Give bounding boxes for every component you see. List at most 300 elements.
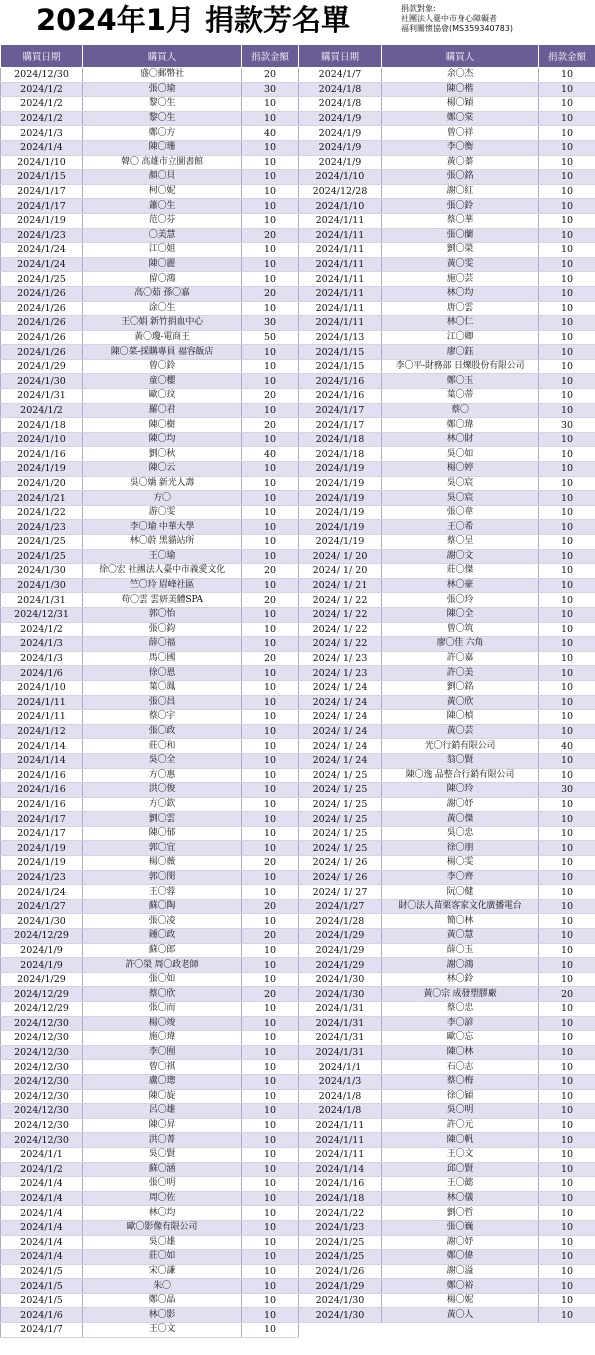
donor-name-cell: 蘇〇涵: [83, 1162, 242, 1177]
donor-name-cell: 林〇鈴: [382, 972, 539, 987]
date-cell: 2024/1/10: [1, 680, 83, 695]
donor-name-cell: 李〇衡: [382, 140, 539, 155]
date-cell: 2024/ 1/ 22: [299, 593, 382, 608]
amount-cell: 10: [539, 1293, 595, 1308]
donor-name-cell: 張〇瑜: [83, 82, 242, 97]
donor-name-cell: 莊〇傑: [382, 564, 539, 579]
amount-cell: 10: [242, 1031, 299, 1046]
donor-name-cell: 周〇佐: [83, 1191, 242, 1206]
amount-cell: 10: [242, 695, 299, 710]
date-cell: 2024/1/20: [1, 476, 83, 491]
amount-cell: 10: [242, 1293, 299, 1308]
date-cell: 2024/1/5: [1, 1293, 83, 1308]
date-cell: 2024/1/16: [299, 389, 382, 404]
table-row: [299, 564, 595, 579]
donor-name-cell: 王〇文: [382, 1147, 539, 1162]
amount-cell: 10: [539, 155, 595, 170]
date-cell: 2024/1/3: [1, 637, 83, 652]
date-cell: 2024/ 1/ 22: [299, 637, 382, 652]
donor-name-cell: 江〇姐: [83, 243, 242, 258]
amount-cell: 10: [539, 1016, 595, 1031]
donor-name-cell: 蔡〇欣: [83, 987, 242, 1002]
date-cell: 2024/1/9: [299, 111, 382, 126]
amount-cell: 10: [539, 286, 595, 301]
amount-cell: 10: [242, 549, 299, 564]
amount-cell: 10: [539, 1002, 595, 1017]
header-date: 購買日期: [299, 45, 382, 68]
date-cell: 2024/1/10: [1, 155, 83, 170]
donor-name-cell: 吳〇忠: [382, 826, 539, 841]
amount-cell: 10: [242, 403, 299, 418]
donor-name-cell: 方〇惠: [83, 768, 242, 783]
amount-cell: 10: [242, 111, 299, 126]
date-cell: 2024/1/30: [299, 1293, 382, 1308]
table-row: [299, 1147, 595, 1162]
table-row: [1, 1133, 299, 1148]
date-cell: 2024/1/19: [299, 535, 382, 550]
amount-cell: 40: [242, 126, 299, 141]
amount-cell: 10: [539, 126, 595, 141]
amount-cell: 10: [242, 724, 299, 739]
date-cell: 2024/ 1/ 24: [299, 710, 382, 725]
table-row: [1, 330, 299, 345]
date-cell: 2024/1/18: [299, 447, 382, 462]
amount-cell: 10: [539, 885, 595, 900]
date-cell: 2024/1/25: [1, 549, 83, 564]
date-cell: 2024/1/5: [1, 1264, 83, 1279]
donor-name-cell: 吳〇明: [382, 1104, 539, 1119]
amount-cell: 10: [242, 1104, 299, 1119]
date-cell: 2024/1/19: [299, 520, 382, 535]
amount-cell: 10: [539, 1250, 595, 1265]
date-cell: 2024/1/31: [1, 593, 83, 608]
table-row: [1, 972, 299, 987]
donor-name-cell: 林〇財: [382, 432, 539, 447]
table-row: [1, 301, 299, 316]
table-body-right: [299, 68, 595, 1323]
table-row: [299, 637, 595, 652]
date-cell: 2024/1/10: [299, 170, 382, 185]
donor-table-left: [0, 44, 299, 1338]
date-cell: 2024/1/13: [299, 330, 382, 345]
date-cell: 2024/ 1/ 25: [299, 841, 382, 856]
amount-cell: 10: [242, 885, 299, 900]
date-cell: 2024/1/9: [1, 958, 83, 973]
donor-name-cell: 黃〇雯: [382, 257, 539, 272]
amount-cell: 10: [539, 972, 595, 987]
header-name: 購買人: [382, 45, 539, 68]
table-row: [299, 447, 595, 462]
date-cell: 2024/1/26: [1, 345, 83, 360]
amount-cell: 10: [242, 1074, 299, 1089]
table-row: [1, 257, 299, 272]
donor-name-cell: 蘇〇陶: [83, 899, 242, 914]
date-cell: 2024/1/16: [1, 797, 83, 812]
amount-cell: 10: [242, 578, 299, 593]
table-row: [299, 622, 595, 637]
amount-cell: 10: [539, 184, 595, 199]
table-row: [1, 228, 299, 243]
donor-name-cell: 徐〇穎: [382, 1089, 539, 1104]
amount-cell: 10: [242, 535, 299, 550]
donor-name-cell: 留〇鴻: [83, 272, 242, 287]
date-cell: 2024/ 1/ 24: [299, 724, 382, 739]
amount-cell: 10: [539, 549, 595, 564]
donor-name-cell: 王〇娟 新竹捐血中心: [83, 316, 242, 331]
table-row: [1, 447, 299, 462]
donor-name-cell: 吳〇全: [83, 753, 242, 768]
date-cell: 2024/1/9: [299, 155, 382, 170]
donor-name-cell: 柯〇妮: [83, 184, 242, 199]
amount-cell: 10: [242, 914, 299, 929]
table-row: [1, 564, 299, 579]
table-row: [1, 1206, 299, 1221]
table-row: [299, 885, 595, 900]
date-cell: 2024/ 1/ 25: [299, 783, 382, 798]
date-cell: 2024/1/19: [1, 856, 83, 871]
donor-name-cell: 光〇行銷有限公司: [382, 739, 539, 754]
donor-name-cell: 盧〇璁: [83, 1074, 242, 1089]
table-row: [299, 462, 595, 477]
table-row: [1, 1045, 299, 1060]
donor-name-cell: 曾〇鈴: [83, 359, 242, 374]
amount-cell: 10: [539, 710, 595, 725]
donor-name-cell: 徐〇朋: [382, 841, 539, 856]
date-cell: 2024/12/30: [1, 68, 83, 83]
table-row: [299, 1293, 595, 1308]
amount-cell: 10: [242, 1016, 299, 1031]
amount-cell: 10: [539, 1133, 595, 1148]
amount-cell: 10: [539, 841, 595, 856]
amount-cell: 10: [242, 972, 299, 987]
table-row: [299, 330, 595, 345]
table-row: [299, 753, 595, 768]
date-cell: 2024/1/19: [299, 476, 382, 491]
table-row: [299, 1162, 595, 1177]
date-cell: 2024/ 1/ 24: [299, 695, 382, 710]
amount-cell: 10: [539, 929, 595, 944]
date-cell: 2024/1/25: [1, 535, 83, 550]
donor-table-right: [298, 44, 595, 1323]
date-cell: 2024/1/23: [299, 1220, 382, 1235]
amount-cell: 10: [539, 593, 595, 608]
table-row: [299, 680, 595, 695]
table-row: [1, 1016, 299, 1031]
table-row: [1, 374, 299, 389]
amount-cell: 10: [242, 462, 299, 477]
amount-cell: 10: [539, 637, 595, 652]
date-cell: 2024/1/19: [1, 213, 83, 228]
donor-name-cell: 張〇玲: [382, 593, 539, 608]
donor-name-cell: 陳〇楨: [382, 710, 539, 725]
table-row: [1, 1162, 299, 1177]
date-cell: 2024/1/29: [299, 943, 382, 958]
amount-cell: 10: [539, 1220, 595, 1235]
donor-name-cell: 張〇蘭: [382, 228, 539, 243]
date-cell: 2024/1/31: [299, 1031, 382, 1046]
date-cell: 2024/1/11: [1, 695, 83, 710]
donor-name-cell: 王〇希: [382, 520, 539, 535]
table-row: [299, 140, 595, 155]
donor-name-cell: 余〇杰: [382, 68, 539, 83]
date-cell: 2024/1/16: [1, 447, 83, 462]
table-row: [1, 170, 299, 185]
donor-name-cell: 楊〇薇: [83, 856, 242, 871]
header-amount: 捐款金額: [539, 45, 595, 68]
date-cell: 2024/12/28: [299, 184, 382, 199]
amount-cell: 10: [242, 1206, 299, 1221]
recipient-org-id: 福利關懷協會(MS359340783): [401, 24, 514, 33]
table-row: [1, 1118, 299, 1133]
donor-name-cell: 楊〇妮: [382, 1293, 539, 1308]
amount-cell: 10: [539, 856, 595, 871]
table-row: [1, 783, 299, 798]
table-row: [299, 1191, 595, 1206]
amount-cell: 10: [242, 680, 299, 695]
amount-cell: 10: [539, 505, 595, 520]
amount-cell: 10: [242, 1308, 299, 1323]
table-row: [299, 1220, 595, 1235]
amount-cell: 10: [539, 914, 595, 929]
table-row: [1, 1293, 299, 1308]
header-amount: 捐款金額: [242, 45, 299, 68]
table-row: [299, 739, 595, 754]
amount-cell: 40: [242, 447, 299, 462]
date-cell: 2024/12/30: [1, 1045, 83, 1060]
table-row: [299, 797, 595, 812]
donor-name-cell: 陳〇林: [382, 1045, 539, 1060]
table-row: [299, 812, 595, 827]
donor-name-cell: 竺〇玲 眉峰社區: [83, 578, 242, 593]
donor-name-cell: 黎〇生: [83, 97, 242, 112]
amount-cell: 10: [539, 1206, 595, 1221]
table-row: [1, 199, 299, 214]
donor-name-cell: 韓〇 高雄市立圖書館: [83, 155, 242, 170]
table-row: [299, 1045, 595, 1060]
date-cell: 2024/1/30: [299, 972, 382, 987]
donor-name-cell: 張〇鈴: [382, 199, 539, 214]
table-row: [299, 1060, 595, 1075]
amount-cell: 10: [539, 301, 595, 316]
donor-name-cell: 張〇巍: [382, 1220, 539, 1235]
table-row: [299, 1031, 595, 1046]
amount-cell: 10: [539, 272, 595, 287]
date-cell: 2024/1/2: [1, 403, 83, 418]
donor-name-cell: 吳〇宸: [382, 476, 539, 491]
amount-cell: 20: [242, 389, 299, 404]
amount-cell: 10: [539, 1308, 595, 1323]
date-cell: 2024/1/14: [299, 1162, 382, 1177]
amount-cell: 20: [242, 899, 299, 914]
table-row: [1, 140, 299, 155]
date-cell: 2024/1/23: [1, 228, 83, 243]
amount-cell: 10: [539, 111, 595, 126]
table-row: [1, 1060, 299, 1075]
donor-name-cell: 李〇囿: [83, 1045, 242, 1060]
date-cell: 2024/1/15: [299, 359, 382, 374]
table-row: [1, 958, 299, 973]
date-cell: 2024/1/29: [1, 359, 83, 374]
table-row: [299, 505, 595, 520]
donor-name-cell: 鄭〇方: [83, 126, 242, 141]
date-cell: 2024/1/18: [1, 418, 83, 433]
donor-name-cell: 宋〇謙: [83, 1264, 242, 1279]
donor-name-cell: 楊〇婷: [382, 462, 539, 477]
donor-name-cell: 李〇平-財務部 日爍股份有限公司: [382, 359, 539, 374]
donor-name-cell: 廖〇鈺: [382, 345, 539, 360]
date-cell: 2024/1/12: [1, 724, 83, 739]
date-cell: 2024/1/31: [299, 1016, 382, 1031]
amount-cell: 10: [242, 1220, 299, 1235]
date-cell: 2024/1/14: [1, 739, 83, 754]
amount-cell: 10: [242, 1133, 299, 1148]
donor-name-cell: 林〇均: [382, 286, 539, 301]
amount-cell: 10: [539, 359, 595, 374]
recipient-org: 社團法人臺中市身心障礙者: [401, 14, 497, 23]
amount-cell: 10: [539, 140, 595, 155]
date-cell: 2024/1/26: [299, 1264, 382, 1279]
donor-name-cell: 蔡〇忠: [382, 1002, 539, 1017]
donor-name-cell: 王〇蓉: [83, 885, 242, 900]
amount-cell: 10: [242, 1045, 299, 1060]
donor-name-cell: 許〇美: [382, 666, 539, 681]
donor-name-cell: 張〇銘: [382, 170, 539, 185]
table-row: [1, 666, 299, 681]
date-cell: 2024/1/11: [299, 243, 382, 258]
table-row: [1, 797, 299, 812]
table-row: [1, 622, 299, 637]
donor-name-cell: 陳〇均: [83, 432, 242, 447]
donor-name-cell: 吳〇如: [382, 447, 539, 462]
amount-cell: 10: [242, 272, 299, 287]
donor-name-cell: 羅〇君: [83, 403, 242, 418]
amount-cell: 10: [242, 841, 299, 856]
table-row: [299, 170, 595, 185]
date-cell: 2024/ 1/ 22: [299, 607, 382, 622]
header-date: 購買日期: [1, 45, 83, 68]
donor-name-cell: 張〇如: [83, 972, 242, 987]
donor-name-cell: 張〇韋: [382, 505, 539, 520]
date-cell: 2024/1/14: [1, 753, 83, 768]
amount-cell: 10: [539, 1060, 595, 1075]
donor-name-cell: 楊〇竣: [83, 1016, 242, 1031]
donor-name-cell: 黃〇芸: [382, 724, 539, 739]
donor-name-cell: 莊〇和: [83, 739, 242, 754]
page-header: [0, 0, 595, 40]
amount-cell: 10: [539, 666, 595, 681]
date-cell: 2024/1/3: [1, 126, 83, 141]
donor-name-cell: 陳〇全: [382, 607, 539, 622]
date-cell: 2024/1/25: [299, 1235, 382, 1250]
donor-name-cell: 林〇豪: [382, 578, 539, 593]
amount-cell: 10: [242, 199, 299, 214]
date-cell: 2024/1/29: [299, 958, 382, 973]
donor-name-cell: 廖〇佳 六角: [382, 637, 539, 652]
amount-cell: 10: [539, 476, 595, 491]
table-row: [1, 389, 299, 404]
donor-name-cell: 鄭〇玉: [382, 374, 539, 389]
donor-name-cell: 方〇: [83, 491, 242, 506]
date-cell: 2024/1/18: [299, 432, 382, 447]
table-row: [1, 1177, 299, 1192]
donor-name-cell: 謝〇妤: [382, 1235, 539, 1250]
date-cell: 2024/ 1/ 24: [299, 680, 382, 695]
donor-name-cell: 黃〇欣: [382, 695, 539, 710]
date-cell: 2024/1/8: [299, 97, 382, 112]
date-cell: 2024/1/31: [299, 1045, 382, 1060]
amount-cell: 10: [242, 812, 299, 827]
date-cell: 2024/1/30: [299, 1308, 382, 1323]
table-row: [299, 301, 595, 316]
table-row: [299, 97, 595, 112]
donor-name-cell: 李〇諺: [382, 1016, 539, 1031]
donor-name-cell: 陳〇逸 品整合行銷有限公司: [382, 768, 539, 783]
amount-cell: 10: [539, 797, 595, 812]
amount-cell: 10: [242, 943, 299, 958]
amount-cell: 10: [242, 257, 299, 272]
table-row: [299, 272, 595, 287]
date-cell: 2024/1/17: [1, 826, 83, 841]
date-cell: 2024/12/31: [1, 607, 83, 622]
table-row: [1, 680, 299, 695]
amount-cell: 10: [242, 753, 299, 768]
date-cell: 2024/1/3: [1, 651, 83, 666]
date-cell: 2024/1/11: [299, 1147, 382, 1162]
table-row: [1, 1191, 299, 1206]
date-cell: 2024/1/17: [299, 418, 382, 433]
table-row: [299, 476, 595, 491]
table-row: [299, 389, 595, 404]
table-row: [299, 491, 595, 506]
date-cell: 2024/ 1/ 25: [299, 812, 382, 827]
amount-cell: 10: [539, 1118, 595, 1133]
date-cell: 2024/12/30: [1, 1016, 83, 1031]
table-row: [1, 914, 299, 929]
date-cell: 2024/1/25: [299, 1250, 382, 1265]
table-row: [299, 432, 595, 447]
amount-cell: 10: [242, 826, 299, 841]
donor-name-cell: 劉〇榮: [382, 243, 539, 258]
table-row: [1, 695, 299, 710]
donor-name-cell: 顏〇貝: [83, 170, 242, 185]
amount-cell: 10: [539, 899, 595, 914]
date-cell: 2024/1/29: [299, 929, 382, 944]
donor-name-cell: 阮〇健: [382, 885, 539, 900]
donor-name-cell: 陳〇珊: [83, 140, 242, 155]
table-row: [299, 972, 595, 987]
amount-cell: 10: [242, 505, 299, 520]
date-cell: 2024/ 1/ 21: [299, 578, 382, 593]
amount-cell: 10: [242, 140, 299, 155]
amount-cell: 10: [242, 1191, 299, 1206]
donor-name-cell: 吳〇嬌 新光人壽: [83, 476, 242, 491]
donor-name-cell: 張〇鈞: [83, 622, 242, 637]
donor-name-cell: 陳〇玲: [382, 783, 539, 798]
table-row: [1, 899, 299, 914]
amount-cell: 10: [539, 316, 595, 331]
amount-cell: 10: [242, 666, 299, 681]
table-row: [1, 607, 299, 622]
table-row: [1, 243, 299, 258]
date-cell: 2024/1/11: [299, 257, 382, 272]
table-row: [1, 1264, 299, 1279]
donor-name-cell: 楊〇穎: [382, 97, 539, 112]
table-row: [299, 1308, 595, 1323]
table-row: [299, 914, 595, 929]
date-cell: 2024/1/10: [1, 432, 83, 447]
table-row: [1, 1220, 299, 1235]
donor-name-cell: 黃〇宗 成發塑膠廠: [382, 987, 539, 1002]
